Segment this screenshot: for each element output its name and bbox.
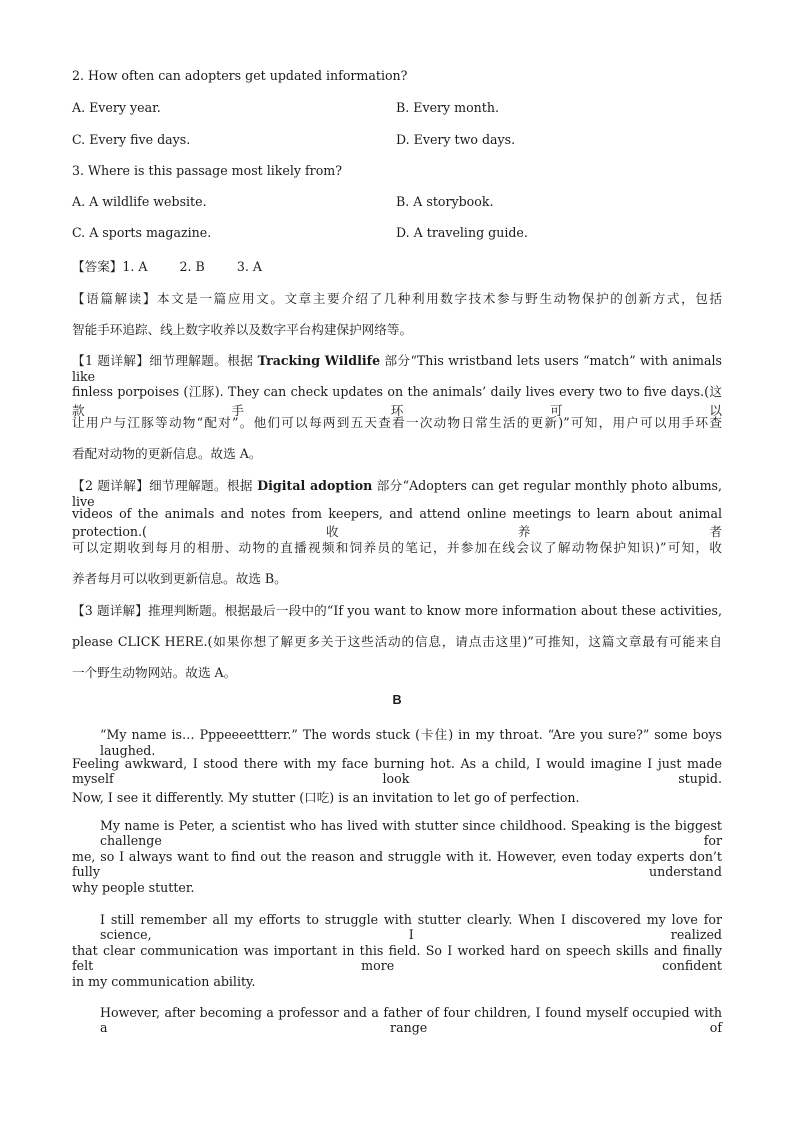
- answer-line: [72, 256, 722, 275]
- answer-label: 【答案】: [72, 259, 123, 274]
- q2-option-c: C. Every five days.: [72, 132, 191, 147]
- detail-3-label: 【3 题详解】: [72, 603, 149, 618]
- detail-2-line-4: 养者每月可以收到更新信息。故选 B。: [72, 571, 287, 586]
- detail-3-line-1: 【3 题详解】推理判断题。根据最后一段中的“If you want to know more information about these activities,: [72, 603, 722, 618]
- passage-p3-line-1: I still remember all my efforts to struggle with stutter clearly. When I discovered my love for science, I realized: [100, 912, 722, 942]
- detail-2-line-1: 【2 题详解】细节理解题。根据 Digital adoption 部分“Adopters can get regular monthly photo albums, live: [72, 478, 722, 509]
- question-3: 3. Where is this passage most likely from?: [72, 163, 342, 178]
- q3-option-d: D. A traveling guide.: [396, 225, 528, 240]
- q2-option-a: A. Every year.: [72, 100, 161, 115]
- passage-p1-line-1: “My name is… Pppeeeettterr.” The words stuck (卡住) in my throat. “Are you sure?” some boys laughed.: [100, 727, 722, 758]
- detail-3-line-3: 一个野生动物网站。故选 A。: [72, 665, 237, 680]
- passage-p4-line-1: However, after becoming a professor and a father of four children, I found myself occupied with a range of: [100, 1005, 722, 1035]
- passage-p2-line-2: me, so I always want to find out the reason and struggle with it. However, even today experts don’t fully understand: [72, 849, 722, 879]
- answer-text: 1. A 2. B 3. A: [122, 259, 262, 274]
- detail-1-line-1: 【1 题详解】细节理解题。根据 Tracking Wildlife 部分“This wristband lets users “match” with animals like: [72, 353, 722, 384]
- detail-1-section-name: Tracking Wildlife: [257, 353, 381, 368]
- detail-1-line-2: finless porpoises (江豚). They can check updates on the animals’ daily lives every two to five days.(这款手环可以: [72, 384, 722, 418]
- detail-2-section-name: Digital adoption: [257, 478, 373, 493]
- q3-option-b: B. A storybook.: [396, 194, 494, 209]
- detail-2-line-2: videos of the animals and notes from keepers, and attend online meetings to learn about animal protection.(收养者: [72, 506, 722, 539]
- detail-3-line-2: please CLICK HERE.(如果你想了解更多关于这些活动的信息，请点击这里)”可推知，这篇文章最有可能来自: [72, 634, 722, 649]
- passage-p2-line-1: My name is Peter, a scientist who has lived with stutter since childhood. Speaking is the biggest challenge for: [100, 818, 722, 848]
- q2-option-d: D. Every two days.: [396, 132, 516, 147]
- passage-p3-line-2: that clear communication was important in this field. So I worked hard on speech skills and finally felt more confident: [72, 943, 722, 973]
- detail-1-line-3: 让用户与江豚等动物“配对”。他们可以每两到五天查看一次动物日常生活的更新)”可知，用户可以用手环查: [72, 415, 722, 430]
- q3-option-a: A. A wildlife website.: [72, 194, 207, 209]
- section-b-heading: B: [392, 693, 402, 707]
- reading-line-2: 智能手环追踪、线上数字收养以及数字平台构建保护网络等。: [72, 322, 413, 337]
- detail-1-label: 【1 题详解】: [72, 353, 150, 368]
- passage-p3-line-3: in my communication ability.: [72, 974, 256, 989]
- passage-p2-line-3: why people stutter.: [72, 880, 195, 895]
- passage-p1-line-3: Now, I see it differently. My stutter (口吃) is an invitation to let go of perfection.: [72, 790, 580, 805]
- detail-1-line-4: 看配对动物的更新信息。故选 A。: [72, 446, 262, 461]
- reading-line-1: 【语篇解读】本文是一篇应用文。文章主要介绍了几种利用数字技术参与野生动物保护的创新方式，包括: [72, 291, 723, 306]
- reading-label: 【语篇解读】: [72, 291, 157, 306]
- question-2: 2. How often can adopters get updated information?: [72, 68, 408, 83]
- detail-2-label: 【2 题详解】: [72, 478, 150, 493]
- detail-2-line-3: 可以定期收到每月的相册、动物的直播视频和饲养员的笔记，并参加在线会议了解动物保护知识)”可知，收: [72, 540, 722, 555]
- q3-option-c: C. A sports magazine.: [72, 225, 212, 240]
- q2-option-b: B. Every month.: [396, 100, 499, 115]
- passage-p1-line-2: Feeling awkward, I stood there with my face burning hot. As a child, I would imagine I just made myself look stupid.: [72, 756, 722, 786]
